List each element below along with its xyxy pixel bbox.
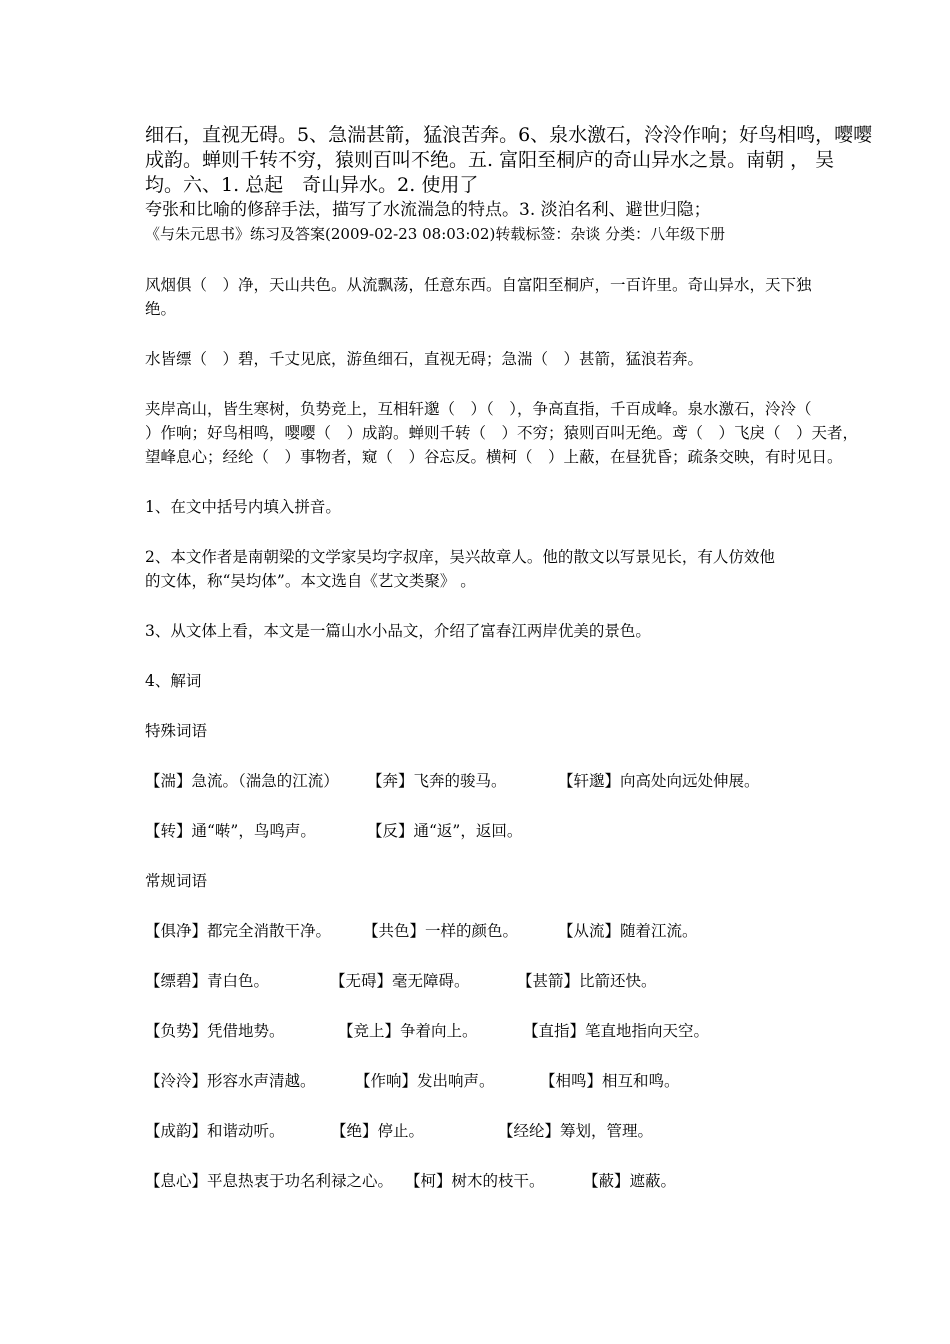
answer-continuation xyxy=(145,123,873,223)
question-4 xyxy=(145,669,825,693)
source-line: 《与朱元思书》练习及答案(2009-02-23 08:03:02)转载标签：杂谈 分类：八年级下册 xyxy=(145,225,726,243)
text-line: ）作响；好鸟相鸣，嘤嘤（ ）成韵。蝉则千转（ ）不穷；猿则百叫无绝。鸢（ ）飞戾（ ）天者， xyxy=(145,424,859,442)
vocab-item: 【柯】树木的枝干。 xyxy=(405,1172,545,1190)
text-line: 水皆缥（ ）碧，千丈见底，游鱼细石，直视无碍；急湍（ ）甚箭，猛浪若奔。 xyxy=(145,350,704,368)
vocab-row xyxy=(145,769,825,793)
text-line: 绝。 xyxy=(145,300,177,318)
text-line: 3、从文体上看，本文是一篇山水小品文，介绍了富春江两岸优美的景色。 xyxy=(145,622,651,640)
vocab-item: 【经纶】筹划，管理。 xyxy=(498,1122,654,1140)
vocab-item: 【直指】笔直地指向天空。 xyxy=(523,1022,710,1040)
vocab-item: 【竞上】争着向上。 xyxy=(338,1022,478,1040)
text-line: 成韵。蝉则千转不穷，猿则百叫不绝。五. 富阳至桐庐的奇山异水之景。南朝 ， 吴 xyxy=(145,149,835,171)
vocab-item: 【俱净】都完全消散干净。 xyxy=(145,922,332,940)
text-line: 的文体，称“吴均体”。本文选自《艺文类聚》 。 xyxy=(145,572,476,590)
text-line: 风烟俱（ ）净，天山共色。从流飘荡，任意东西。自富阳至桐庐，一百许里。奇山异水，天下独 xyxy=(145,276,812,294)
vocab-item: 【奔】飞奔的骏马。 xyxy=(367,772,507,790)
vocab-item: 【转】通“啭”，鸟鸣声。 xyxy=(145,822,316,840)
vocab-item: 【作响】发出响声。 xyxy=(355,1072,495,1090)
text-line: 均。六、1. 总起 奇山异水。2. 使用了 xyxy=(145,174,479,196)
vocab-item: 【从流】随着江流。 xyxy=(558,922,698,940)
vocab-row xyxy=(145,819,825,843)
vocab-item: 【共色】一样的颜色。 xyxy=(363,922,519,940)
vocab-item: 【相鸣】相互和鸣。 xyxy=(540,1072,680,1090)
vocab-item: 【甚箭】比箭还快。 xyxy=(517,972,657,990)
vocab-item: 【反】通“返”，返回。 xyxy=(367,822,523,840)
question-3 xyxy=(145,619,825,643)
passage-paragraph-2 xyxy=(145,347,825,371)
common-words-heading xyxy=(145,869,825,893)
vocab-item: 【无碍】毫无障碍。 xyxy=(330,972,470,990)
question-1 xyxy=(145,495,825,519)
vocab-row xyxy=(145,969,825,993)
text-line: 2、本文作者是南朝梁的文学家吴均字叔庠，吴兴故章人。他的散文以写景见长，有人仿效他 xyxy=(145,548,775,566)
vocab-item: 【轩邈】向高处向远处伸展。 xyxy=(558,772,760,790)
vocab-item: 【湍】急流。（湍急的江流） xyxy=(145,772,339,790)
text-line: 夹岸高山，皆生寒树，负势竞上，互相轩邈（ ）（ ），争高直指，千百成峰。泉水激石，泠泠（ xyxy=(145,400,812,418)
passage-paragraph-1 xyxy=(145,273,825,321)
vocab-item: 【绝】停止。 xyxy=(331,1122,425,1140)
section-heading: 常规词语 xyxy=(145,872,208,890)
question-2 xyxy=(145,545,825,593)
vocab-row xyxy=(145,1069,825,1093)
section-heading: 特殊词语 xyxy=(145,722,208,740)
text-line: 细石，直视无碍。5、急湍甚箭，猛浪苦奔。6、泉水激石，泠泠作响；好鸟相鸣，嘤嘤 xyxy=(145,124,873,146)
special-words-heading xyxy=(145,719,825,743)
vocab-item: 【蔽】遮蔽。 xyxy=(583,1172,677,1190)
vocab-row xyxy=(145,1019,825,1043)
text-line: 4、解词 xyxy=(145,672,202,690)
text-line: 望峰息心；经纶（ ）事物者，窥（ ）谷忘反。横柯（ ）上蔽，在昼犹昏；疏条交映，有时见日。 xyxy=(145,448,843,466)
vocab-row xyxy=(145,919,825,943)
passage-paragraph-3 xyxy=(145,397,859,469)
vocab-item: 【缥碧】青白色。 xyxy=(145,972,270,990)
vocab-item: 【负势】凭借地势。 xyxy=(145,1022,285,1040)
document-page xyxy=(145,123,873,1193)
vocab-row xyxy=(145,1119,825,1143)
vocab-row xyxy=(145,1169,825,1193)
vocab-item: 【息心】平息热衷于功名利禄之心。 xyxy=(145,1172,394,1190)
text-line: 1、在文中括号内填入拼音。 xyxy=(145,498,341,516)
text-line: 夸张和比喻的修辞手法，描写了水流湍急的特点。3. 淡泊名利、避世归隐； xyxy=(145,200,711,220)
vocab-item: 【成韵】和谐动听。 xyxy=(145,1122,285,1140)
vocab-item: 【泠泠】形容水声清越。 xyxy=(145,1072,316,1090)
